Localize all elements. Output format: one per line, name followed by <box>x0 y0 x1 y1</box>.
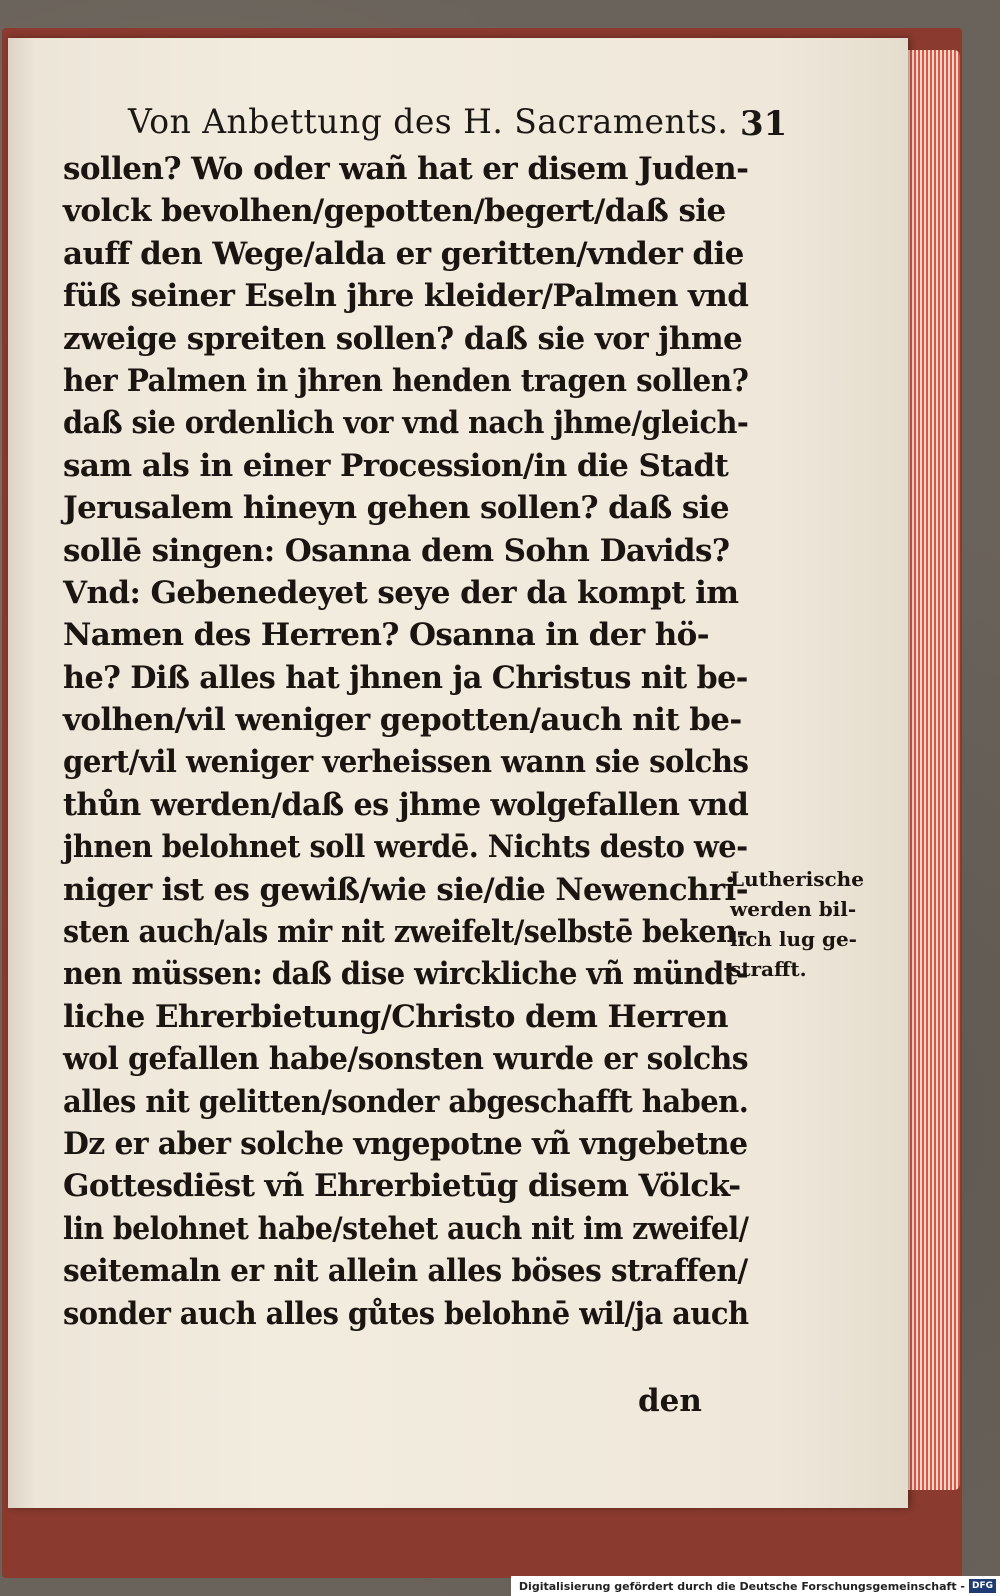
text-line: seitemaln er nit allein alles böses straffen/ <box>63 1253 748 1290</box>
text-line: Namen des Herren? Osanna in der hö- <box>63 617 710 654</box>
text-line: auff den Wege/alda er geritten/vnder die <box>63 235 744 272</box>
text-line: sam als in einer Procession/in die Stadt <box>63 447 729 484</box>
text-line: nen müssen: daß dise wirckliche vñ mündt- <box>63 956 748 993</box>
text-line: daß sie ordenlich vor vnd nach jhme/gleich- <box>63 405 749 442</box>
text-line: Gottesdiēst vñ Ehrerbietūg disem Völck- <box>63 1168 741 1205</box>
page-edges <box>900 50 960 1490</box>
marginal-note-line: lich lug ge- <box>730 927 857 951</box>
running-title: Von Anbettung des H. Sacraments. <box>128 102 729 142</box>
footer-credit <box>511 1576 1000 1596</box>
running-header <box>128 102 788 148</box>
book-page <box>8 38 908 1508</box>
text-line: he? Diß alles hat jhnen ja Christus nit be- <box>63 659 748 696</box>
text-line: Jerusalem hineyn gehen sollen? daß sie <box>63 490 729 527</box>
text-line: zweige spreiten sollen? daß sie vor jhme <box>63 320 743 357</box>
marginal-note-line: werden bil- <box>730 897 857 921</box>
text-line: sollē singen: Osanna dem Sohn Davids? <box>63 532 730 569</box>
marginal-note <box>730 864 890 984</box>
text-line: thůn werden/daß es jhme wolgefallen vnd <box>63 786 749 823</box>
text-line: liche Ehrerbietung/Christo dem Herren <box>63 998 728 1035</box>
text-line: wol gefallen habe/sonsten wurde er solchs <box>63 1041 748 1078</box>
dfg-logo: DFG <box>969 1579 996 1593</box>
body-text <box>63 148 748 1335</box>
text-line: sonder auch alles gůtes belohnē wil/ja auch <box>63 1295 749 1332</box>
text-line: sollen? Wo oder wañ hat er disem Juden- <box>63 151 749 187</box>
page-number: 31 <box>740 104 788 144</box>
text-line: her Palmen in jhren henden tragen sollen? <box>63 362 749 399</box>
marginal-note-line: strafft. <box>730 957 807 981</box>
text-line: lin belohnet habe/stehet auch nit im zweifel/ <box>63 1210 749 1247</box>
catchword: den <box>638 1383 702 1419</box>
text-line: sten auch/als mir nit zweifelt/selbstē beken- <box>63 914 748 951</box>
text-line: füß seiner Eseln jhre kleider/Palmen vnd <box>63 278 749 315</box>
text-line: niger ist es gewiß/wie sie/die Newenchri- <box>63 871 748 908</box>
text-line: gert/vil weniger verheissen wann sie solchs <box>63 744 749 781</box>
text-line: alles nit gelitten/sonder abgeschafft haben. <box>63 1083 749 1120</box>
text-line: jhnen belohnet soll werdē. Nichts desto we- <box>63 829 748 866</box>
text-line: volck bevolhen/gepotten/begert/daß sie <box>63 193 726 230</box>
marginal-note-line: Lutherische <box>730 867 864 891</box>
footer-text: Digitalisierung gefördert durch die Deutsche Forschungsgemeinschaft - <box>518 1579 965 1593</box>
text-line: Dz er aber solche vngepotne vñ vngebetne <box>63 1125 748 1162</box>
text-line: Vnd: Gebenedeyet seye der da kompt im <box>63 574 739 611</box>
text-line: volhen/vil weniger gepotten/auch nit be- <box>63 702 742 739</box>
